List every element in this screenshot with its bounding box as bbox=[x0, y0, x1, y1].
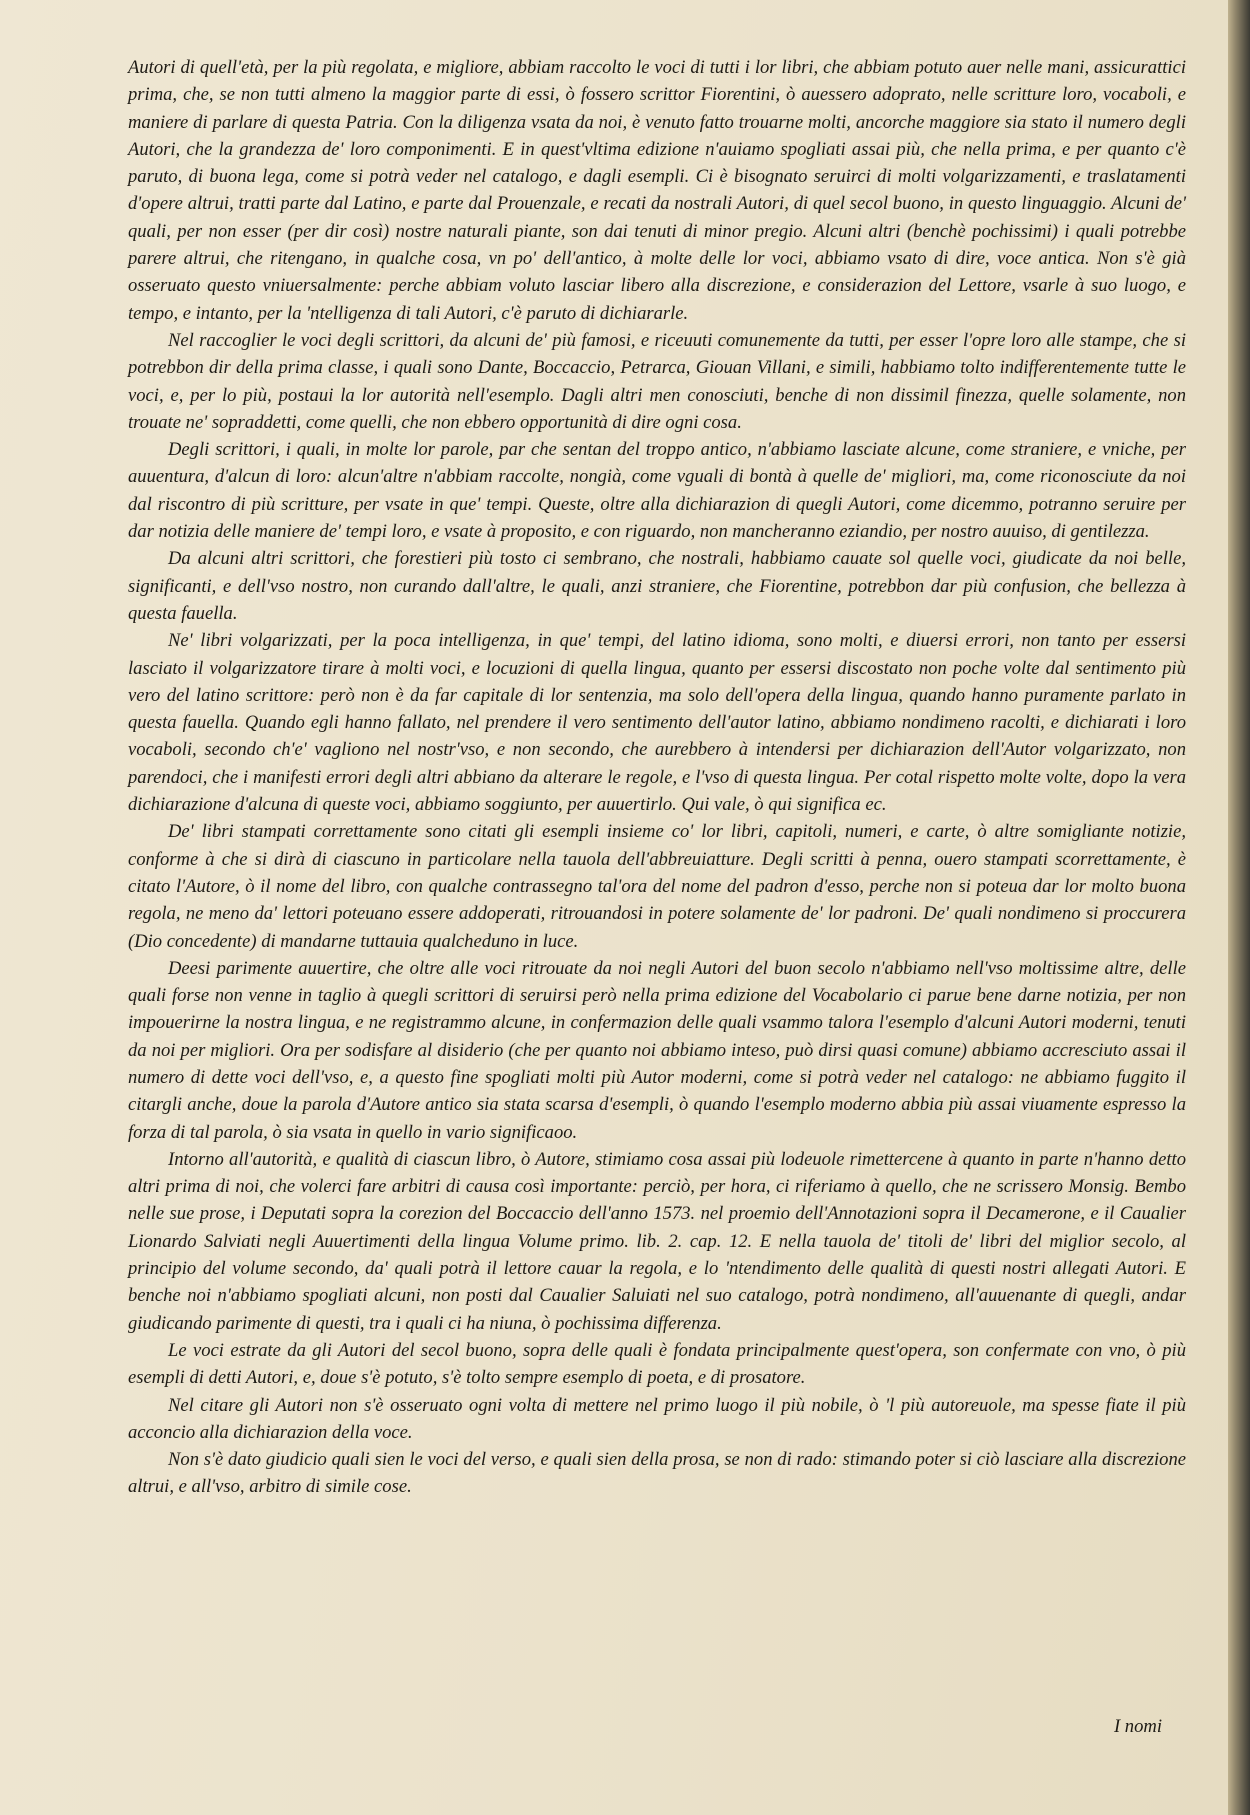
paragraph-9: Le voci estrate da gli Autori del secol buono, sopra delle quali è fondata principalmente quest'opera, son confermate con vno, ò più esempli di detti Autori, e, doue s'è potuto, s'è tolto sempre esemplo di poeta, e di prosatore. bbox=[128, 1339, 1186, 1389]
page-binding-edge bbox=[1228, 0, 1250, 1815]
paragraph-3: Degli scrittori, i quali, in molte lor parole, par che sentan del troppo antico, n'abbiamo lasciate alcune, come straniere, e vniche, per auuentura, d'alcun di loro: alcun'altre n'abbiam raccolte, nongià, come vguali di bontà à quelle de' migliori, ma, come riconosciute da noi dal riscontro di più scritture, per vsate in que' tempi. Queste, oltre alla dichiarazion di quegli Autori, come dicemmo, potranno seruire per dar notizia delle maniere de' tempi loro, e vsate à proposito, e con riguardo, non mancheranno eziandio, per nostro auuiso, di gentilezza. bbox=[128, 439, 1186, 543]
paragraph-11: Non s'è dato giudicio quali sien le voci del verso, e quali sien della prosa, se non di rado: stimando poter si ciò lasciare alla discrezione altrui, e all'vso, arbitro di simile cose. bbox=[128, 1449, 1186, 1498]
paragraph-1: Autori di quell'età, per la più regolata, e migliore, abbiam raccolto le voci di tutti i lor libri, che abbiam potuto auer nelle mani, assicurattici prima, che, se non tutti almeno la maggior parte di essi, ò fossero scrittor Fiorentini, ò auessero adoprato, nelle scritture loro, vocaboli, e maniere di parlare di questa Patria. Con la diligenza vsata da noi, è venuto fatto trouarne molti, ancorche maggiore sia stato il numero degli Autori, che la grandezza de' loro componimenti. E in quest'vltima edizione n'auiamo spogliati assai più, che nella prima, e per quanto c'è paruto, di buona lega, come si potrà veder nel catalogo, e dagli esempli. Ci è bisognato seruirci di molti volgarizzamenti, e traslatamenti d'opere altrui, tratti parte dal Latino, e parte dal Prouenzale, e recati da nostrali Autori, di quel secol buono, in questo linguaggio. Alcuni de' quali, per non esser (per dir così) nostre naturali piante, son dai tenuti di minor pregio. Alcuni altri (benchè pochissimi) i quali potrebbe parere altrui, che ritengano, in qualche cosa, vn po' dell'antico, à molte delle lor voci, abbiamo vsato di dire, voce antica. Non s'è già osseruato questo vniuersalmente: perche abbiam voluto lasciar libero alla discrezione, e considerazion del Lettore, vsarle à suo luogo, e tempo, e intanto, per la 'ntelligenza di tali Autori, c'è paruto di dichiararle. bbox=[128, 57, 1186, 324]
paragraph-4: Da alcuni altri scrittori, che forestieri più tosto ci sembrano, che nostrali, habbiamo cauate sol quelle voci, giudicate da noi belle, significanti, e dell'vso nostro, non curando dall'altre, le quali, anzi straniere, che Fiorentine, potrebbon dar più confusion, che bellezza à questa fauella. bbox=[128, 548, 1186, 624]
catchword: I nomi bbox=[1113, 1716, 1162, 1737]
paragraph-7: Deesi parimente auuertire, che oltre alle voci ritrouate da noi negli Autori del buon secolo n'abbiamo nell'vso moltissime altre, delle quali forse non venne in taglio à quegli scrittori di seruirsi però nella prima edizione del Vocabolario ci parue bene darne notizia, per non impouerirne la nostra lingua, e ne registrammo alcune, in confermazion delle quali vsammo talora l'esemplo d'alcuni Autori moderni, tenuti da noi per migliori. Ora per sodisfare al disiderio (che per quanto noi abbiamo inteso, può dirsi quasi comune) abbiamo accresciuto assai il numero di dette voci dell'vso, e, a questo fine spogliati molti più Autor moderni, come si potrà veder nel catalogo: ne abbiamo fuggito il citargli anche, doue la parola d'Autore antico sia stata scarsa d'esempli, ò quando l'esemplo moderno abbia più assai viuamente espresso la forza di tal parola, ò sia vsata in quello in vario significaoo. bbox=[128, 957, 1186, 1143]
paragraph-8: Intorno all'autorità, e qualità di ciascun libro, ò Autore, stimiamo cosa assai più lodeuole rimettercene à quanto in parte n'hanno detto altri prima di noi, che volerci fare arbitri di causa così importante: perciò, per hora, ci riferiamo à quello, che ne scrissero Monsig. Bembo nelle sue prose, i Deputati sopra la corezion del Boccaccio dell'anno 1573. nel proemio dell'Annotazioni sopra il Decamerone, e il Caualier Lionardo Salviati negli Auuertimenti della lingua Volume primo. lib. 2. cap. 12. E nella tauola de' titoli de' libri del miglior secolo, al principio del volume secondo, da' quali potrà il lettore cauar la regola, e lo 'ntendimento delle qualità di questi nostri allegati Autori. E benche noi n'abbiamo spogliati alcuni, non posti dal Caualier Saluiati nel suo catalogo, potrà nondimeno, all'auuenante di quegli, andar giudicando parimente di questi, tra i quali ci ha niuna, ò pochissima differenza. bbox=[128, 1148, 1186, 1334]
body-text bbox=[128, 54, 1186, 1501]
paragraph-6: De' libri stampati correttamente sono citati gli esempli insieme co' lor libri, capitoli, numeri, e carte, ò altre somigliante notizie, conforme à che si dirà di ciascuno in particolare nella tauola dell'abbreuiatture. Degli scritti à penna, ouero stampati scorrettamente, è citato l'Autore, ò il nome del libro, con qualche contrassegno tal'ora del nome del padron d'esso, perche non si poteua dar lor molto buona regola, ne meno da' lettori poteuano essere addoperati, ritrouandosi in potere solamente de' lor padroni. De' quali nondimeno si proccurera (Dio concedente) di mandarne tuttauia qualcheduno in luce. bbox=[128, 821, 1186, 952]
paragraph-10: Nel citare gli Autori non s'è osseruato ogni volta di mettere nel primo luogo il più nobile, ò 'l più autoreuole, ma spesse fiate il più acconcio alla dichiarazion della voce. bbox=[128, 1394, 1186, 1443]
paragraph-5: Ne' libri volgarizzati, per la poca intelligenza, in que' tempi, del latino idioma, sono molti, e diuersi errori, non tanto per essersi lasciato il volgarizzatore tirare à molti voci, e locuzioni di quella lingua, quanto per essersi discostato non poche volte dal sentimento più vero del latino scrittore: però non è da far capitale di lor sentenzia, ma solo dell'opera della lingua, quando hanno puramente parlato in questa fauella. Quando egli hanno fallato, nel prendere il vero sentimento dell'autor latino, abbiamo nondimeno racolti, e dichiarati i loro vocaboli, secondo ch'e' vagliono nel nostr'vso, e non secondo, che aurebbero à intendersi per dichiarazion dell'Autor volgarizzato, non parendoci, che i manifesti errori degli altri abbiano da alterare le regole, e l'vso di questa lingua. Per cotal rispetto molte volte, dopo la vera dichiarazione d'alcuna di queste voci, abbiamo soggiunto, per auuertirlo. Qui vale, ò qui significa ec. bbox=[128, 630, 1186, 816]
paragraph-2: Nel raccoglier le voci degli scrittori, da alcuni de' più famosi, e riceuuti comunemente da tutti, per esser l'opre loro alle stampe, che si potrebbon dir della prima classe, i quali sono Dante, Boccaccio, Petrarca, Giouan Villani, e simili, habbiamo tolto indifferentemente tutte le voci, e, per lo più, postaui la lor autorità nell'esemplo. Dagli altri men conosciuti, benche di non dissimil finezza, quelle solamente, non trouate ne' sopraddetti, come quelli, che non ebbero opportunità di dire ogni cosa. bbox=[128, 329, 1186, 433]
